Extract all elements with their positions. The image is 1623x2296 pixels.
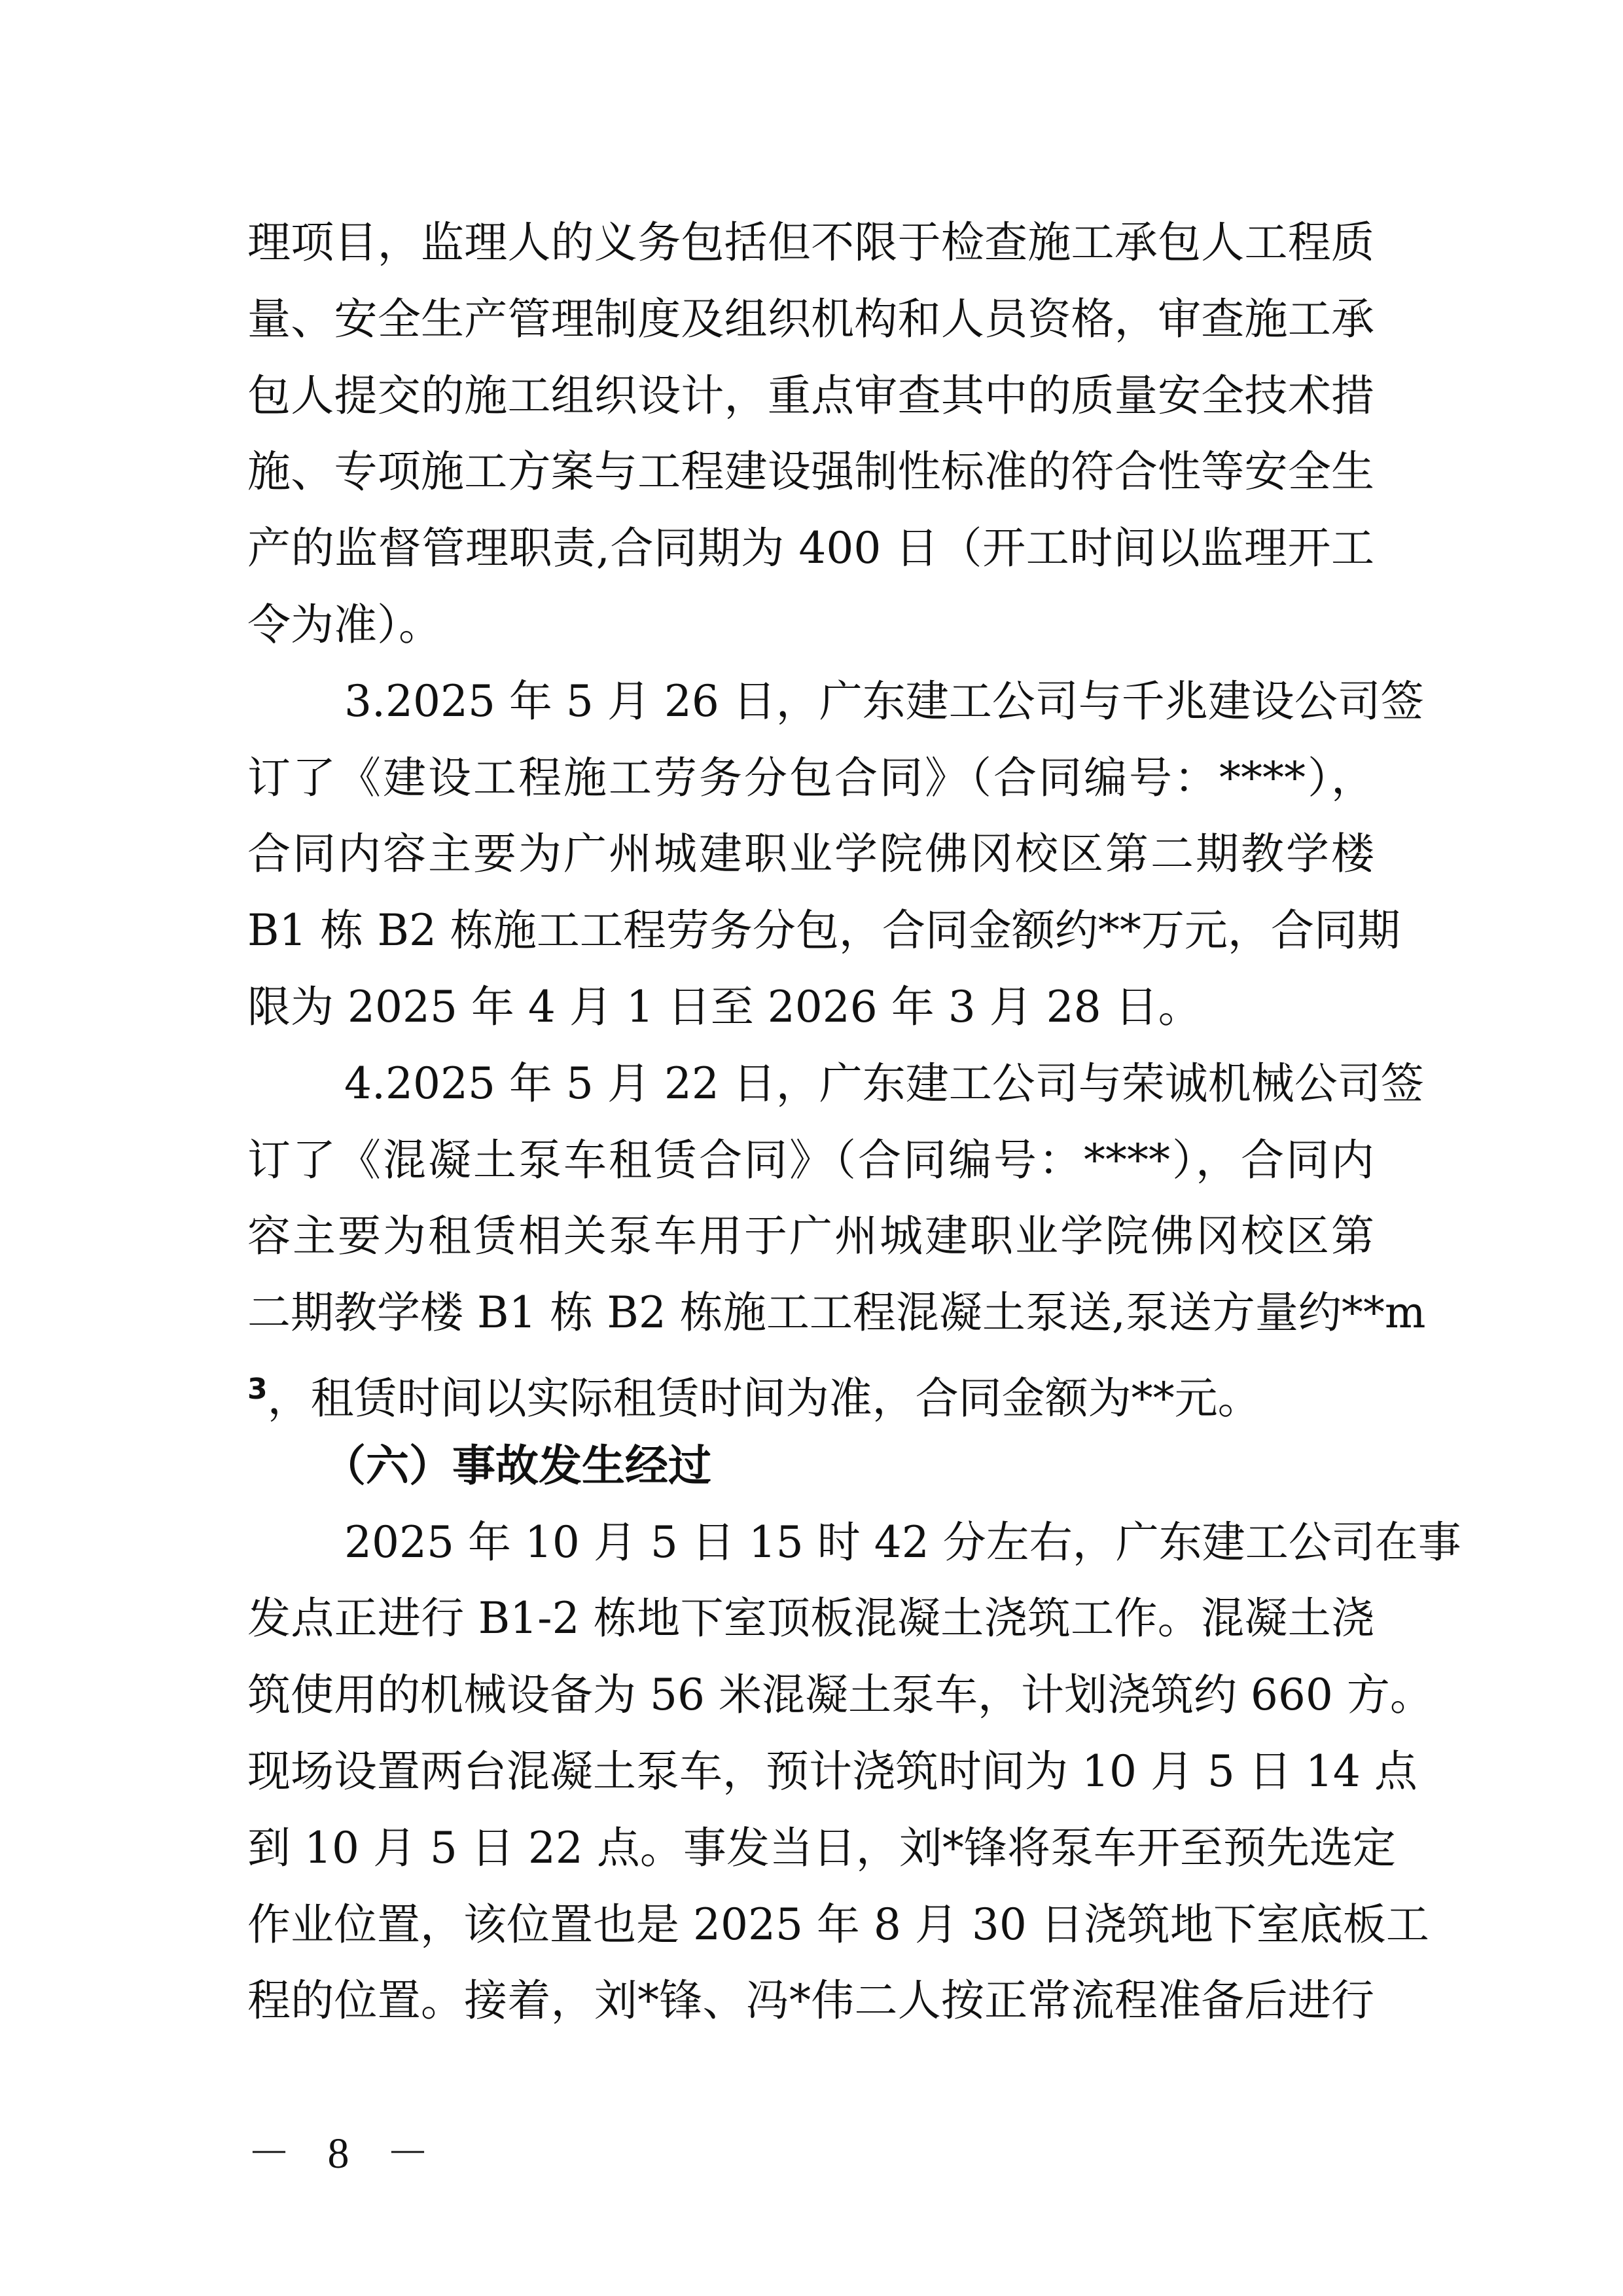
text-line: 发点正进行 B1-2 栋地下室顶板混凝土浇筑工作。混凝土浇 [247, 1593, 1374, 1644]
text-line: 筑使用的机械设备为 56 米混凝土泵车，计划浇筑约 660 方。 [247, 1670, 1433, 1721]
paragraph-start-line: 3.2025 年 5 月 26 日，广东建工公司与千兆建设公司签 [344, 675, 1424, 726]
text-line-content: ，租赁时间以实际租赁时间为准，合同金额为**元。 [267, 1372, 1261, 1424]
document-body [247, 205, 1461, 2039]
superscript-three: 3 [247, 1372, 268, 1406]
text-line: 到 10 月 5 日 22 点。事发当日，刘*锋将泵车开至预先选定 [247, 1822, 1396, 1873]
text-line: 包人提交的施工组织设计，重点审查其中的质量安全技术措 [247, 370, 1374, 421]
text-line: 现场设置两台混凝土泵车，预计浇筑时间为 10 月 5 日 14 点 [247, 1746, 1418, 1797]
text-line: 订了《建设工程施工劳务分包合同》（合同编号：****）， [247, 752, 1374, 803]
text-line: 量、安全生产管理制度及组织机构和人员资格，审查施工承 [247, 293, 1374, 344]
text-line: 作业位置，该位置也是 2025 年 8 月 30 日浇筑地下室底板工 [247, 1899, 1429, 1950]
text-line: 二期教学楼 B1 栋 B2 栋施工工程混凝土泵送,泵送方量约**m [247, 1287, 1426, 1338]
text-line: B1 栋 B2 栋施工工程劳务分包，合同金额约**万元，合同期 [247, 905, 1400, 956]
text-line: 订了《混凝土泵车租赁合同》（合同编号：****），合同内 [247, 1134, 1374, 1185]
text-line: 容主要为租赁相关泵车用于广州城建职业学院佛冈校区第 [247, 1211, 1374, 1262]
page-number: － 8 － [247, 2130, 442, 2178]
text-line: 理项目，监理人的义务包括但不限于检查施工承包人工程质 [247, 217, 1374, 268]
text-line: 施、专项施工方案与工程建设强制性标准的符合性等安全生 [247, 446, 1374, 497]
text-line: 令为准）。 [247, 599, 442, 650]
text-line [247, 1352, 1374, 1428]
text-line: 程的位置。接着，刘*锋、冯*伟二人按正常流程准备后进行 [247, 1975, 1374, 2026]
paragraph-start-line: 2025 年 10 月 5 日 15 时 42 分左右，广东建工公司在事 [344, 1516, 1461, 1568]
section-heading: （六）事故发生经过 [323, 1440, 711, 1491]
text-line: 合同内容主要为广州城建职业学院佛冈校区第二期教学楼 [247, 829, 1374, 880]
paragraph-start-line: 4.2025 年 5 月 22 日，广东建工公司与荣诚机械公司签 [344, 1058, 1424, 1109]
text-line: 限为 2025 年 4 月 1 日至 2026 年 3 月 28 日。 [247, 981, 1202, 1032]
text-line: 产的监督管理职责,合同期为 400 日（开工时间以监理开工 [247, 523, 1374, 574]
